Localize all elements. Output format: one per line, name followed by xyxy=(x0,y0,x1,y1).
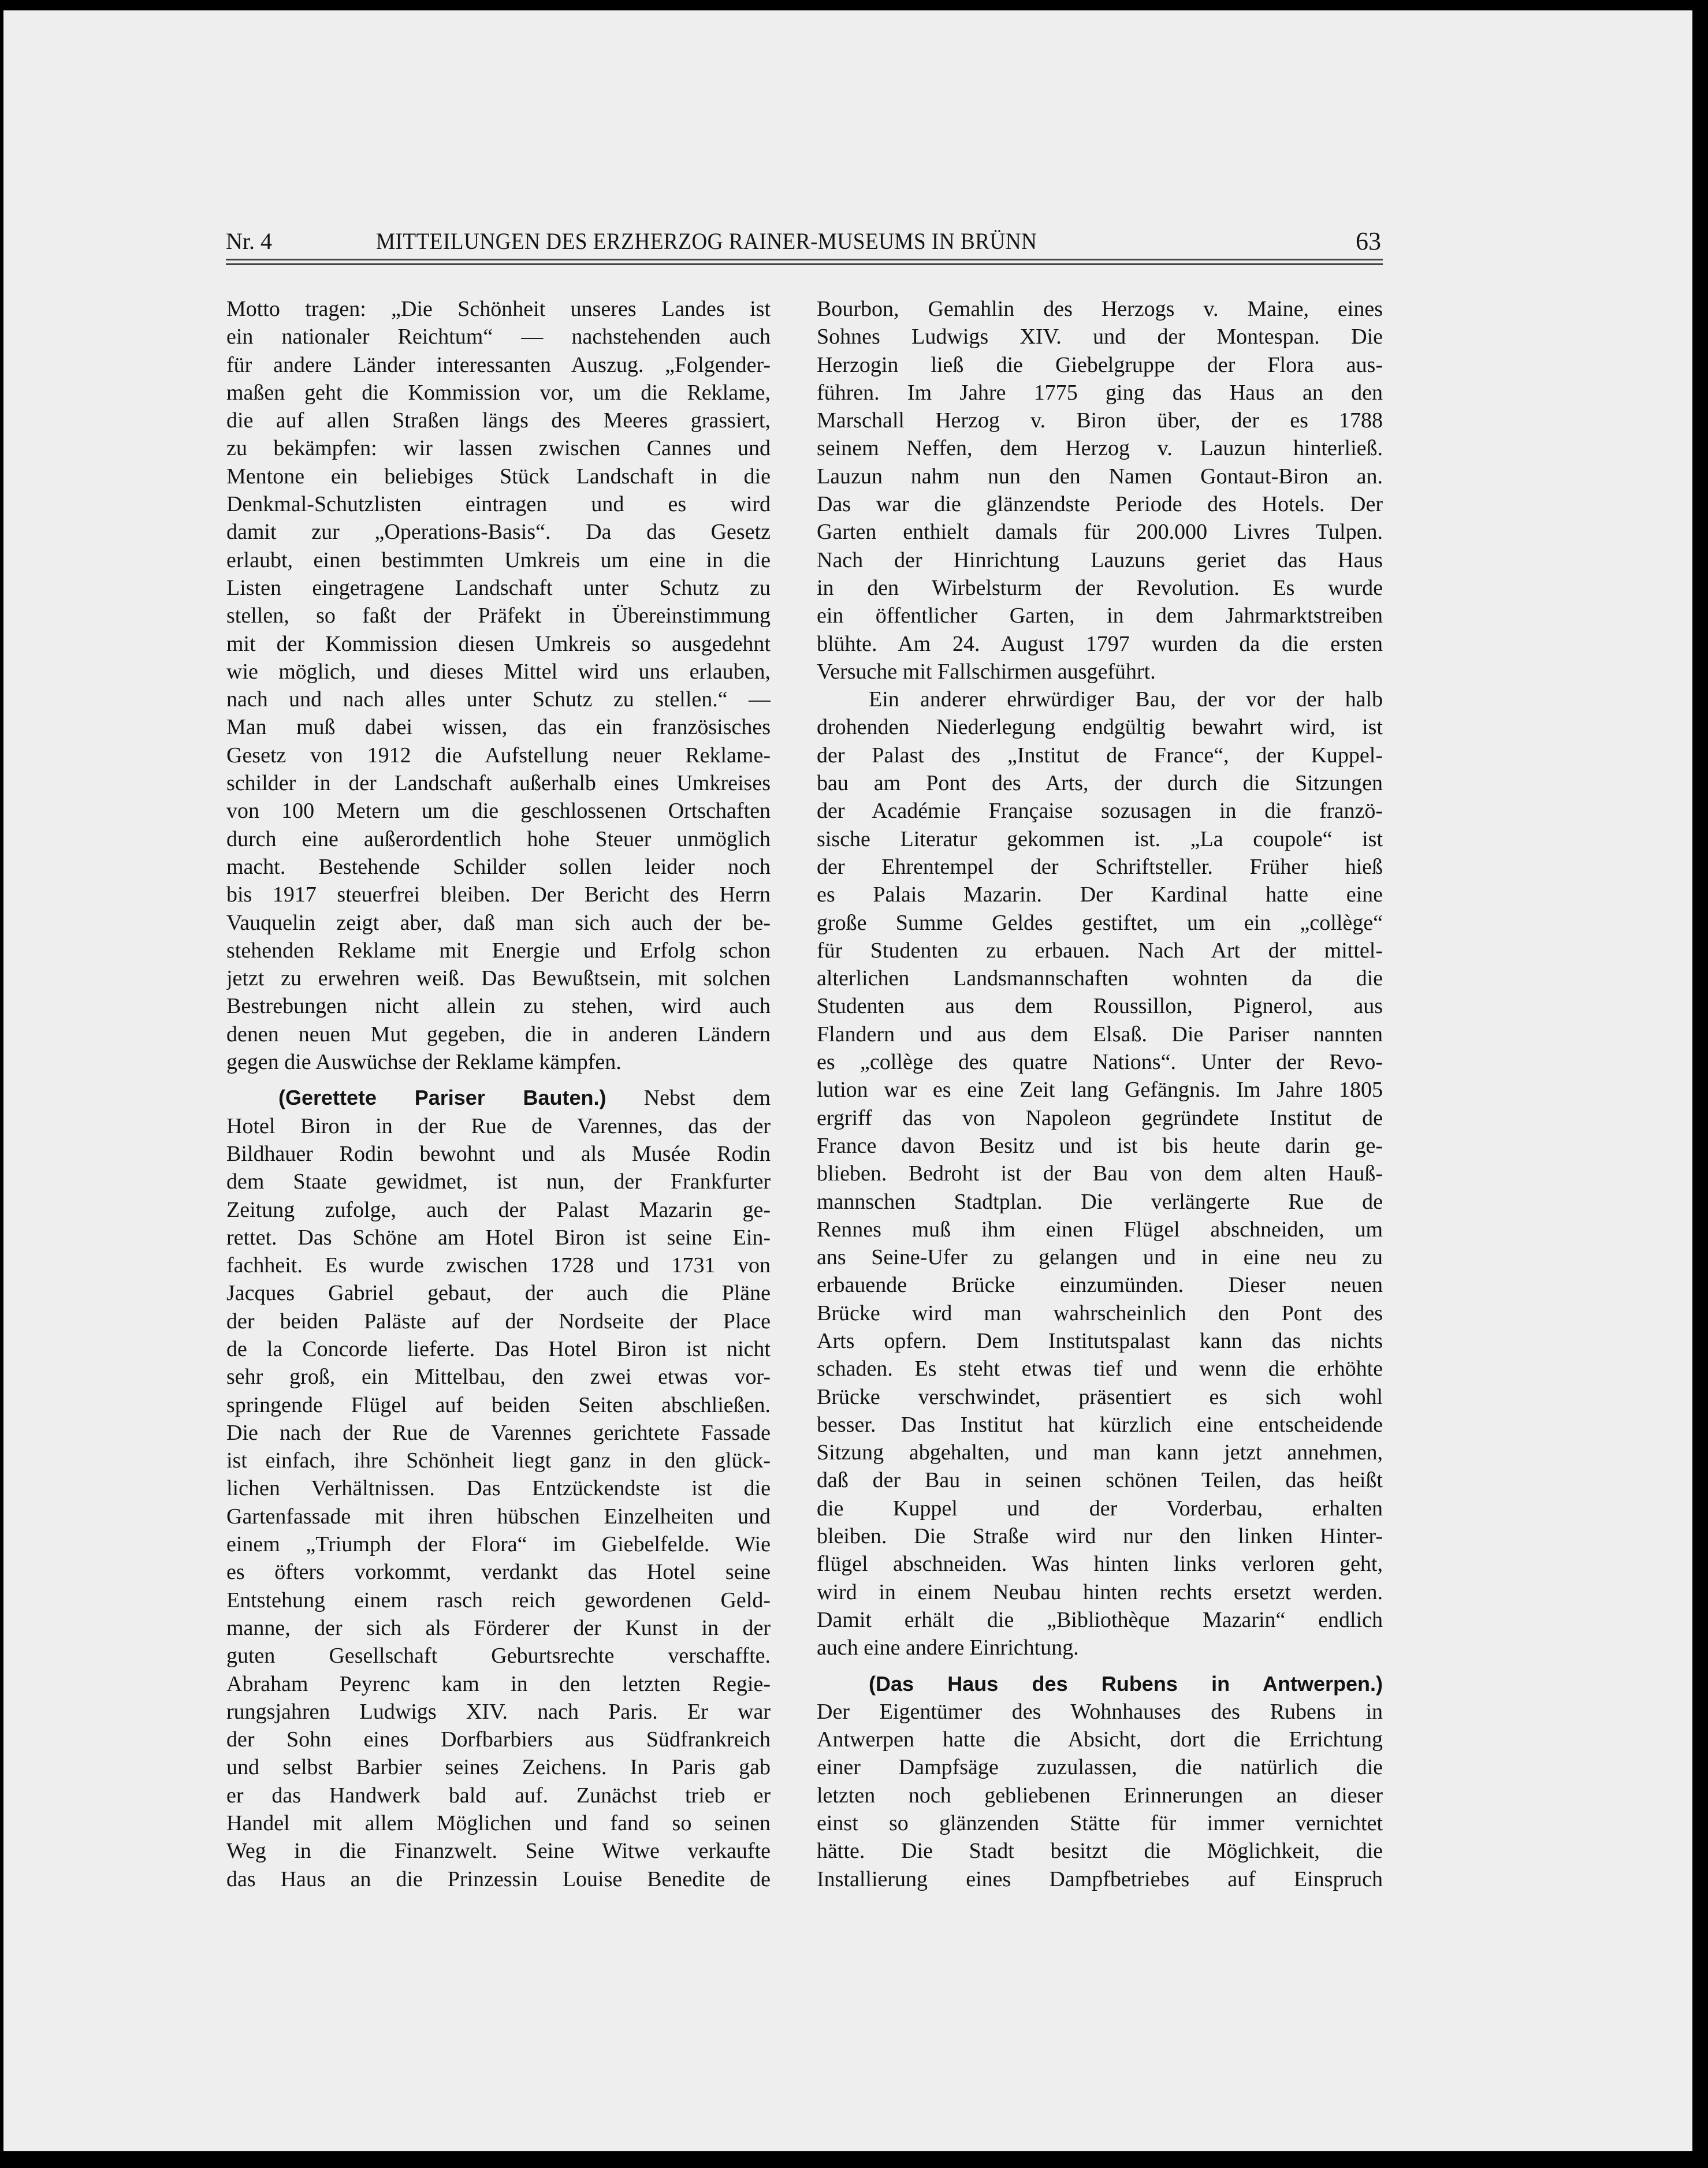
text-line xyxy=(226,1279,771,1307)
text-line xyxy=(817,1411,1383,1439)
text-line xyxy=(817,1020,1383,1048)
text-line xyxy=(817,323,1383,351)
line-text: Der Eigentümer des Wohnhauses des Rubens in xyxy=(817,1699,1383,1724)
text-line xyxy=(817,853,1383,881)
left-column xyxy=(226,295,771,1893)
text-line xyxy=(226,1530,771,1558)
text-line xyxy=(817,1188,1383,1216)
text-line xyxy=(226,1363,771,1391)
line-text: Bildhauer Rodin bewohnt und als Musée Rodin xyxy=(226,1141,771,1166)
running-header xyxy=(226,225,1381,260)
line-text: flügel abschneiden. Was hinten links verloren geht, xyxy=(817,1552,1383,1577)
line-text: schaden. Es steht etwas tief und wenn die erhöhte xyxy=(817,1357,1383,1381)
line-text: Gartenfassade mit ihren hübschen Einzelheiten und xyxy=(226,1504,771,1529)
issue-number: Nr. 4 xyxy=(226,228,272,254)
text-line xyxy=(817,881,1383,908)
text-line xyxy=(226,463,771,490)
line-text: bis 1917 steuerfrei bleiben. Der Bericht des Herrn xyxy=(226,882,771,907)
text-line xyxy=(226,1251,771,1279)
line-text: Motto tragen: „Die Schönheit unseres Landes ist xyxy=(226,297,771,321)
line-text: sische Literatur gekommen ist. „La coupole“ ist xyxy=(817,826,1383,851)
line-text: der Sohn eines Dorfbarbiers aus Südfrankreich xyxy=(226,1727,771,1752)
line-text: die Kuppel und der Vorderbau, erhalten xyxy=(817,1496,1383,1521)
text-line xyxy=(226,964,771,992)
line-text: Man muß dabei wissen, das ein französisches xyxy=(226,715,771,740)
line-text: Gesetz von 1912 die Aufstellung neuer Reklame- xyxy=(226,743,771,768)
text-line xyxy=(817,909,1383,937)
text-line xyxy=(817,1698,1383,1726)
line-text: Die nach der Rue de Varennes gerichtete Fassade xyxy=(226,1420,771,1445)
text-line xyxy=(226,518,771,546)
text-line xyxy=(817,1327,1383,1355)
line-text: stehenden Reklame mit Energie und Erfolg schon xyxy=(226,938,771,963)
text-line xyxy=(226,351,771,379)
line-text: sehr groß, ein Mittelbau, den zwei etwas vor- xyxy=(226,1365,771,1390)
line-text: nach und nach alles unter Schutz zu stellen.“ — xyxy=(226,687,771,712)
line-text: ans Seine-Ufer zu gelangen und in eine neu zu xyxy=(817,1245,1383,1270)
text-line xyxy=(226,379,771,407)
line-text: von 100 Metern um die geschlossenen Ortschaften xyxy=(226,799,771,824)
line-text: Ein anderer ehrwürdiger Bau, der vor der halb xyxy=(869,687,1383,712)
line-text: France davon Besitz und ist bis heute darin ge- xyxy=(817,1133,1383,1158)
line-text: Brücke verschwindet, präsentiert es sich wohl xyxy=(817,1384,1383,1409)
line-text: einst so glänzenden Stätte für immer vernichtet xyxy=(817,1811,1383,1836)
journal-title: MITTEILUNGEN DES ERZHERZOG RAINER-MUSEUMS IN BRÜNN xyxy=(376,228,1037,254)
text-line xyxy=(817,1550,1383,1578)
line-text: der beiden Paläste auf der Nordseite der Place xyxy=(226,1309,771,1333)
line-text: Nach der Hinrichtung Lauzuns geriet das Haus xyxy=(817,547,1383,572)
right-column xyxy=(817,295,1383,1893)
section-heading: (Gerettete Pariser Bauten.) xyxy=(278,1086,606,1110)
line-text: die auf allen Straßen längs des Meeres grassiert, xyxy=(226,408,771,433)
text-line xyxy=(817,1466,1383,1494)
text-line xyxy=(817,742,1383,769)
text-line xyxy=(226,1726,771,1753)
text-line xyxy=(817,1578,1383,1606)
text-line xyxy=(226,1503,771,1530)
text-line xyxy=(817,1048,1383,1076)
text-line xyxy=(817,1104,1383,1132)
text-line xyxy=(817,1809,1383,1837)
text-line xyxy=(817,295,1383,323)
text-line xyxy=(226,881,771,908)
text-line xyxy=(226,658,771,686)
line-text: rungsjahren Ludwigs XIV. nach Paris. Er war xyxy=(226,1699,771,1724)
line-text: besser. Das Institut hat kürzlich eine entscheidende xyxy=(817,1412,1383,1437)
line-text: große Summe Geldes gestiftet, um ein „collège“ xyxy=(817,910,1383,935)
line-text: führen. Im Jahre 1775 ging das Haus an den xyxy=(817,380,1383,405)
line-text: erlaubt, einen bestimmten Umkreis um eine in die xyxy=(226,547,771,572)
text-line xyxy=(817,1782,1383,1809)
line-text: bleiben. Die Straße wird nur den linken Hinter- xyxy=(817,1524,1383,1549)
line-text: seinem Neffen, dem Herzog v. Lauzun hinterließ. xyxy=(817,436,1383,461)
line-text: Jacques Gabriel gebaut, der auch die Pläne xyxy=(226,1281,771,1306)
text-line xyxy=(226,546,771,574)
line-text: lution war es eine Zeit lang Gefängnis. Im Jahre 1805 xyxy=(817,1078,1383,1102)
text-line xyxy=(817,463,1383,490)
line-text: und selbst Barbier seines Zeichens. In Paris gab xyxy=(226,1755,771,1780)
text-line xyxy=(226,323,771,351)
line-text: dem Staate gewidmet, ist nun, der Frankfurter xyxy=(226,1169,771,1194)
text-line xyxy=(817,1634,1383,1662)
text-line xyxy=(817,1865,1383,1893)
text-line xyxy=(817,937,1383,964)
text-line xyxy=(226,1224,771,1251)
line-text: es öfters vorkommt, verdankt das Hotel seine xyxy=(226,1560,771,1585)
text-line xyxy=(226,713,771,741)
line-text: auch eine andere Einrichtung. xyxy=(817,1636,1079,1660)
line-text: Damit erhält die „Bibliothèque Mazarin“ endlich xyxy=(817,1607,1383,1632)
line-text: Garten enthielt damals für 200.000 Livres Tulpen. xyxy=(817,520,1383,545)
text-line xyxy=(817,1837,1383,1865)
text-line xyxy=(817,1299,1383,1327)
line-text: zu bekämpfen: wir lassen zwischen Cannes und xyxy=(226,436,771,461)
text-line xyxy=(817,351,1383,379)
line-text: einer Dampfsäge zuzulassen, die natürlich die xyxy=(817,1755,1383,1780)
text-line xyxy=(226,1782,771,1809)
line-text: maßen geht die Kommission vor, um die Reklame, xyxy=(226,380,771,405)
text-line xyxy=(226,1474,771,1502)
text-line xyxy=(817,1383,1383,1411)
section-heading: (Das Haus des Rubens in Antwerpen.) xyxy=(869,1671,1383,1696)
page-number: 63 xyxy=(1356,227,1381,255)
text-line xyxy=(817,964,1383,992)
text-line xyxy=(226,825,771,853)
line-text: Das war die glänzendste Periode des Hotels. Der xyxy=(817,492,1383,517)
line-text: stellen, so faßt der Präfekt in Übereinstimmung xyxy=(226,604,771,628)
text-line xyxy=(817,407,1383,434)
line-text: für andere Länder interessanten Auszug. „Folgender- xyxy=(226,352,771,377)
line-text: Antwerpen hatte die Absicht, dort die Errichtung xyxy=(817,1727,1383,1752)
line-text: blieben. Bedroht ist der Bau von dem alten Hauß- xyxy=(817,1161,1383,1186)
text-line xyxy=(226,769,771,797)
text-line xyxy=(226,1698,771,1726)
text-line xyxy=(226,1642,771,1670)
text-line xyxy=(226,992,771,1020)
line-text: Hotel Biron in der Rue de Varennes, das der xyxy=(226,1113,771,1138)
line-text: fachheit. Es wurde zwischen 1728 und 1731 von xyxy=(226,1253,771,1278)
line-text: das Haus an die Prinzessin Louise Benedite de xyxy=(226,1867,771,1891)
text-line xyxy=(817,630,1383,658)
text-line xyxy=(226,602,771,629)
text-line xyxy=(817,490,1383,518)
line-text: einem „Triumph der Flora“ im Giebelfelde. Wie xyxy=(226,1532,771,1557)
line-text: hätte. Die Stadt besitzt die Möglichkeit, die xyxy=(817,1839,1383,1864)
line-text: Vauquelin zeigt aber, daß man sich auch der be- xyxy=(226,910,771,935)
text-line xyxy=(817,713,1383,741)
line-text: erbauende Brücke einzumünden. Dieser neuen xyxy=(817,1273,1383,1298)
text-line xyxy=(817,1606,1383,1634)
line-text: der Ehrentempel der Schriftsteller. Früher hieß xyxy=(817,854,1383,879)
text-line xyxy=(226,853,771,881)
scanned-page xyxy=(3,10,1692,2151)
text-line xyxy=(226,630,771,658)
text-line xyxy=(226,1865,771,1893)
line-text: de la Concorde lieferte. Das Hotel Biron ist nicht xyxy=(226,1336,771,1361)
line-text: blühte. Am 24. August 1797 wurden da die ersten xyxy=(817,631,1383,656)
text-line xyxy=(817,1495,1383,1522)
text-line xyxy=(226,295,771,323)
text-line xyxy=(226,1196,771,1224)
text-line xyxy=(817,1160,1383,1187)
line-text: Marschall Herzog v. Biron über, der es 1788 xyxy=(817,408,1383,433)
text-line xyxy=(817,797,1383,825)
text-line xyxy=(817,1076,1383,1104)
text-line xyxy=(226,1048,771,1076)
text-line xyxy=(226,1614,771,1642)
text-line xyxy=(226,1335,771,1363)
line-text: jetzt zu erwehren weiß. Das Bewußtsein, mit solchen xyxy=(226,966,771,991)
text-line xyxy=(817,434,1383,462)
text-line xyxy=(817,1439,1383,1466)
line-text: mannschen Stadtplan. Die verlängerte Rue de xyxy=(817,1189,1383,1214)
line-text: Abraham Peyrenc kam in den letzten Regie- xyxy=(226,1671,771,1696)
line-text: Nebst dem xyxy=(606,1086,771,1111)
text-line xyxy=(226,797,771,825)
line-text: wie möglich, und dieses Mittel wird uns erlauben, xyxy=(226,659,771,684)
line-text: alterlichen Landsmannschaften wohnten da die xyxy=(817,966,1383,991)
line-text: Flandern und aus dem Elsaß. Die Pariser nannten xyxy=(817,1022,1383,1046)
text-line xyxy=(226,1307,771,1335)
text-line xyxy=(226,1558,771,1586)
text-line xyxy=(817,825,1383,853)
line-text: Herzogin ließ die Giebelgruppe der Flora aus- xyxy=(817,352,1383,377)
line-text: Bourbon, Gemahlin des Herzogs v. Maine, eines xyxy=(817,297,1383,321)
line-text: springende Flügel auf beiden Seiten abschließen. xyxy=(226,1392,771,1417)
text-line xyxy=(226,1753,771,1781)
line-text: Rennes muß ihm einen Flügel abschneiden, um xyxy=(817,1217,1383,1242)
text-line xyxy=(226,1020,771,1048)
text-line xyxy=(817,1355,1383,1383)
line-text: ergriff das von Napoleon gegründete Institut de xyxy=(817,1105,1383,1130)
line-text: Bestrebungen nicht allein zu stehen, wird auch xyxy=(226,994,771,1019)
line-text: ein öffentlicher Garten, in dem Jahrmarktstreiben xyxy=(817,604,1383,628)
text-line xyxy=(226,1140,771,1168)
line-text: er das Handwerk bald auf. Zunächst trieb er xyxy=(226,1783,771,1808)
line-text: Zeitung zufolge, auch der Palast Mazarin ge- xyxy=(226,1197,771,1222)
header-rule-top xyxy=(226,259,1383,260)
text-line xyxy=(226,1447,771,1474)
line-text: letzten noch gebliebenen Erinnerungen an dieser xyxy=(817,1783,1383,1808)
line-text: ist einfach, ihre Schönheit liegt ganz in den glück- xyxy=(226,1448,771,1473)
line-text: Sohnes Ludwigs XIV. und der Montespan. Die xyxy=(817,325,1383,349)
text-line xyxy=(226,742,771,769)
text-line xyxy=(226,1419,771,1447)
line-text: daß der Bau in seinen schönen Teilen, das heißt xyxy=(817,1468,1383,1493)
text-line xyxy=(817,602,1383,629)
line-text: Denkmal-Schutzlisten eintragen und es wird xyxy=(226,492,771,517)
line-text: Studenten aus dem Roussillon, Pignerol, aus xyxy=(817,994,1383,1019)
line-text: drohenden Niederlegung endgültig bewahrt wird, ist xyxy=(817,715,1383,740)
text-line xyxy=(226,937,771,964)
text-line xyxy=(817,769,1383,797)
line-text: Handel mit allem Möglichen und fand so seinen xyxy=(226,1811,771,1836)
line-text: mit der Kommission diesen Umkreis so ausgedehnt xyxy=(226,631,771,656)
text-line xyxy=(817,1271,1383,1299)
line-text: für Studenten zu erbauen. Nach Art der mittel- xyxy=(817,938,1383,963)
line-text: Arts opfern. Dem Institutspalast kann das nichts xyxy=(817,1328,1383,1353)
text-line xyxy=(817,686,1383,713)
line-text: in den Wirbelsturm der Revolution. Es wurde xyxy=(817,575,1383,600)
text-line xyxy=(226,434,771,462)
line-text: manne, der sich als Förderer der Kunst in der xyxy=(226,1615,771,1640)
line-text: rettet. Das Schöne am Hotel Biron ist seine Ein- xyxy=(226,1225,771,1250)
text-line xyxy=(817,1216,1383,1243)
text-line xyxy=(226,574,771,602)
text-line xyxy=(817,992,1383,1020)
line-text: Lauzun nahm nun den Namen Gontaut-Biron an. xyxy=(817,464,1383,489)
line-text: durch eine außerordentlich hohe Steuer unmöglich xyxy=(226,826,771,851)
section-heading-line xyxy=(817,1670,1383,1698)
line-text: ein nationaler Reichtum“ — nachstehenden auch xyxy=(226,325,771,349)
text-line xyxy=(226,909,771,937)
text-line xyxy=(226,1112,771,1140)
text-line xyxy=(226,490,771,518)
text-line xyxy=(817,1726,1383,1753)
line-text: Sitzung abgehalten, und man kann jetzt annehmen, xyxy=(817,1440,1383,1465)
line-text: der Palast des „Institut de France“, der Kuppel- xyxy=(817,743,1383,768)
text-line xyxy=(226,407,771,434)
text-line xyxy=(226,1391,771,1419)
line-text: es Palais Mazarin. Der Kardinal hatte eine xyxy=(817,882,1383,907)
text-line xyxy=(226,1809,771,1837)
line-text: Brücke wird man wahrscheinlich den Pont des xyxy=(817,1301,1383,1325)
header-rule-bottom xyxy=(226,263,1383,265)
line-text: Weg in die Finanzwelt. Seine Witwe verkaufte xyxy=(226,1839,771,1864)
text-line xyxy=(226,686,771,713)
line-text: der Académie Française sozusagen in die franzö- xyxy=(817,799,1383,824)
line-text: es „collège des quatre Nations“. Unter der Revo- xyxy=(817,1050,1383,1075)
text-line xyxy=(817,518,1383,546)
line-text: gegen die Auswüchse der Reklame kämpfen. xyxy=(226,1050,622,1075)
line-text: bau am Pont des Arts, der durch die Sitzungen xyxy=(817,771,1383,796)
line-text: guten Gesellschaft Geburtsrechte verschaffte. xyxy=(226,1644,771,1668)
text-line xyxy=(817,379,1383,407)
line-text: denen neuen Mut gegeben, die in anderen Ländern xyxy=(226,1022,771,1046)
line-text: Mentone ein beliebiges Stück Landschaft in die xyxy=(226,464,771,489)
text-line xyxy=(226,1586,771,1614)
text-line xyxy=(226,1168,771,1195)
text-line xyxy=(817,1243,1383,1271)
line-text: schilder in der Landschaft außerhalb eines Umkreises xyxy=(226,771,771,796)
line-text: lichen Verhältnissen. Das Entzückendste ist die xyxy=(226,1476,771,1501)
text-line xyxy=(226,1837,771,1865)
line-text: Installierung eines Dampfbetriebes auf Einspruch xyxy=(817,1867,1383,1891)
section-heading-line xyxy=(226,1084,771,1112)
line-text: Entstehung einem rasch reich gewordenen Geld- xyxy=(226,1588,771,1612)
text-line xyxy=(226,1670,771,1698)
line-text: Listen eingetragene Landschaft unter Schutz zu xyxy=(226,575,771,600)
line-text: Versuche mit Fallschirmen ausgeführt. xyxy=(817,659,1156,684)
text-line xyxy=(817,1522,1383,1550)
text-line xyxy=(817,574,1383,602)
line-text: wird in einem Neubau hinten rechts ersetzt werden. xyxy=(817,1580,1383,1604)
line-text: damit zur „Operations-Basis“. Da das Gesetz xyxy=(226,520,771,545)
text-line xyxy=(817,658,1383,686)
text-line xyxy=(817,1753,1383,1781)
text-line xyxy=(817,1132,1383,1160)
line-text: macht. Bestehende Schilder sollen leider noch xyxy=(226,854,771,879)
text-line xyxy=(817,546,1383,574)
